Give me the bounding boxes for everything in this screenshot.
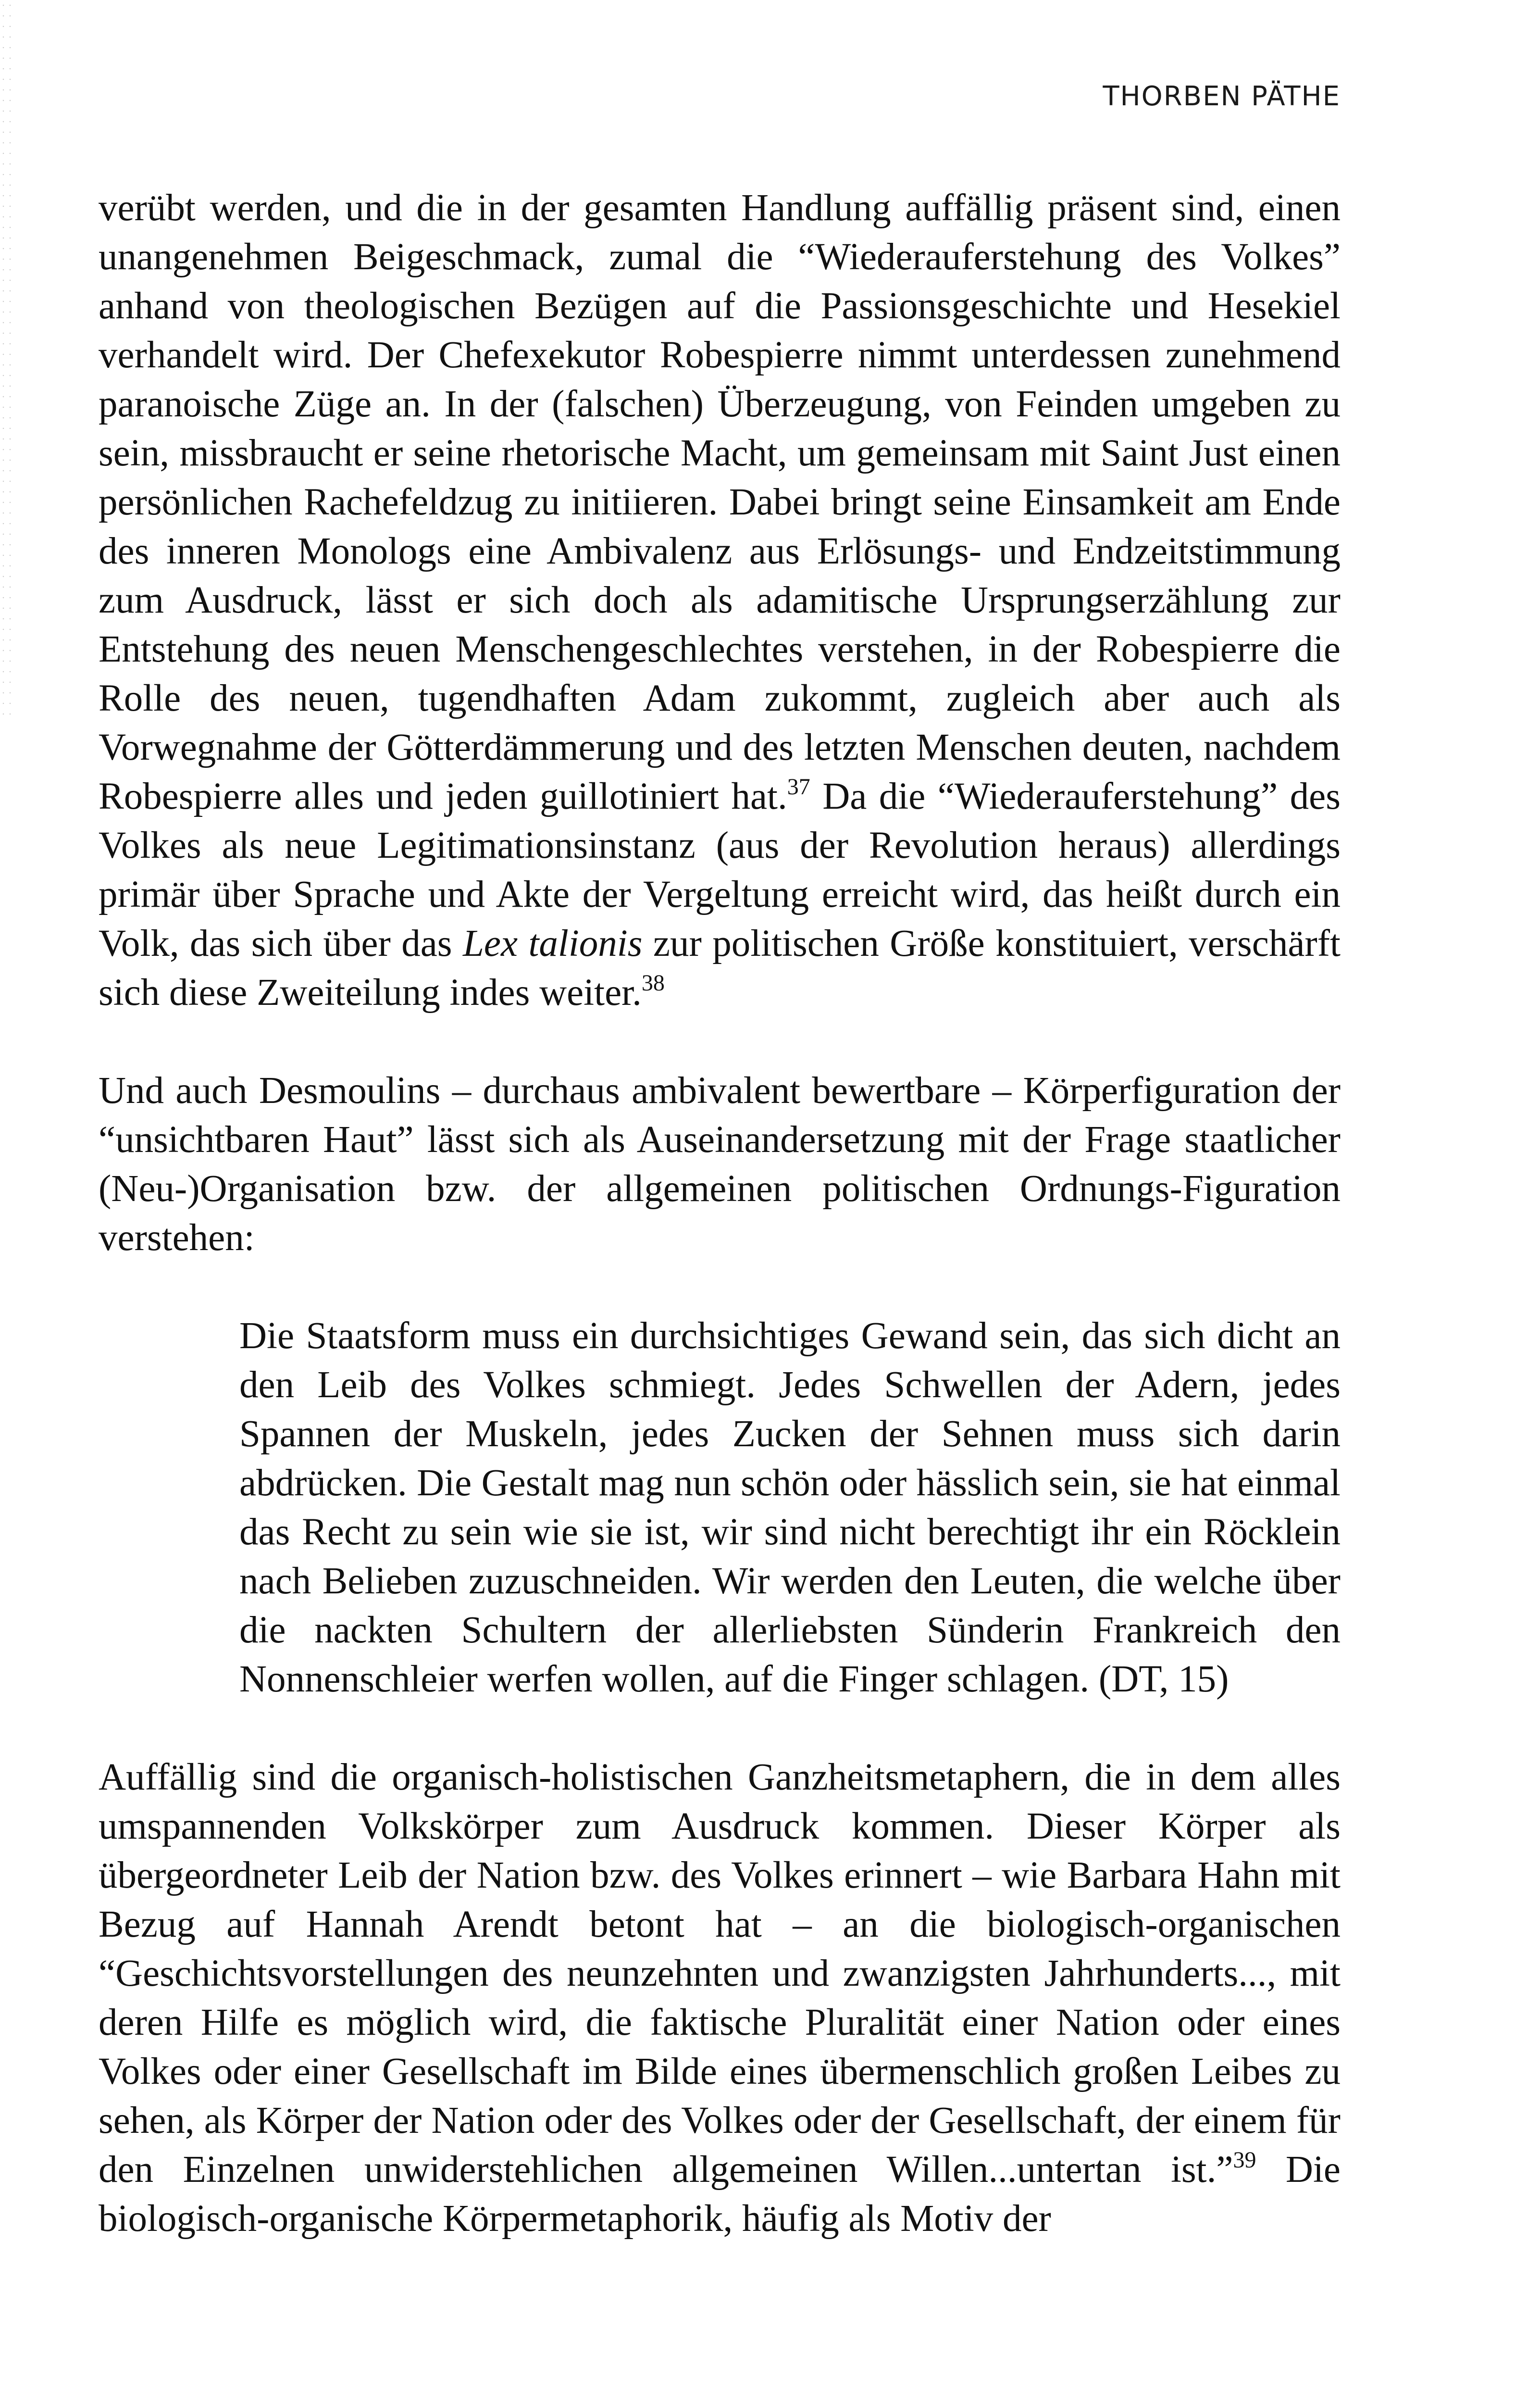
- paragraph-3-text-b: Die biologisch-organische Körpermetaphorik, häufig als Motiv der: [99, 2149, 1341, 2240]
- scan-edge-noise: [0, 0, 13, 721]
- paragraph-1: [99, 184, 1341, 1017]
- block-quote: Die Staatsform muss ein durchsichtiges Gewand sein, das sich dicht an den Leib des Volkes schmiegt. Jedes Schwellen der Adern, jedes Spannen der Muskeln, jedes Zucken der Sehnen muss sich darin abdrücken. Die Gestalt mag nun schön oder hässlich sein, sie hat einmal das Recht zu sein wie sie ist, wir sind nicht berechtigt ihr ein Röcklein nach Belieben zuzuschneiden. Wir werden den Leuten, die welche über die nackten Schultern der allerliebsten Sünderin Frankreich den Nonnenschleier werfen wollen, auf die Finger schlagen. (DT, 15): [239, 1315, 1341, 1700]
- footnote-ref-39: 39: [1233, 2147, 1256, 2173]
- italic-term: Lex talionis: [462, 923, 643, 964]
- paragraph-2: Und auch Desmoulins – durchaus ambivalent bewertbare – Körperfiguration der “unsichtbaren Haut” lässt sich als Auseinandersetzung mit der Frage staatlicher (Neu-)Organisation bzw. der allgemeinen politischen Ordnungs-Figuration verstehen:: [99, 1070, 1341, 1259]
- footnote-ref-37: 37: [787, 774, 810, 800]
- paragraph-3-text-a: Auffällig sind die organisch-holistischen Ganzheitsmetaphern, die in dem alles umspannenden Volkskörper zum Ausdruck kommen. Dieser Körper als übergeordneter Leib der Nation bzw. des Volkes erinnert – wie Barbara Hahn mit Bezug auf Hannah Arendt betont hat – an die biologisch-organischen “Geschichtsvorstellungen des neunzehnten und zwanzigsten Jahrhunderts..., mit deren Hilfe es möglich wird, die faktische Pluralität einer Nation oder eines Volkes oder einer Gesellschaft im Bilde eines übermenschlich großen Leibes zu sehen, als Körper der Nation oder des Volkes oder der Gesellschaft, der einem für den Einzelnen unwiderstehlichen allgemeinen Willen...untertan ist.”: [99, 1756, 1341, 2191]
- body-text: [99, 184, 1341, 2243]
- paragraph-3: [99, 1753, 1341, 2243]
- footnote-ref-38: 38: [641, 970, 665, 996]
- paragraph-1-text-c: zur politischen Größe konstituiert, verschärft sich diese Zweiteilung indes weiter.: [99, 923, 1341, 1014]
- paragraph-1-text-a: verübt werden, und die in der gesamten Handlung auffällig präsent sind, einen unangenehmen Beigeschmack, zumal die “Wiederauferstehung des Volkes” anhand von theologischen Bezügen auf die Passionsgeschichte und Hesekiel verhandelt wird. Der Chefexekutor Robespierre nimmt unterdessen zunehmend paranoische Züge an. In der (falschen) Überzeugung, von Feinden umgeben zu sein, missbraucht er seine rhetorische Macht, um gemeinsam mit Saint Just einen persönlichen Rachefeldzug zu initiieren. Dabei bringt seine Einsamkeit am Ende des inneren Monologs eine Ambivalenz aus Erlösungs- und Endzeitstimmung zum Ausdruck, lässt er sich doch als adamitische Ursprungserzählung zur Entstehung des neuen Menschengeschlechtes verstehen, in der Robespierre die Rolle des neuen, tugendhaften Adam zukommt, zugleich aber auch als Vorwegnahme der Götterdämmerung und des letzten Menschen deuten, nachdem Robespierre alles und jeden guillotiniert hat.: [99, 187, 1341, 817]
- running-head: THORBEN PÄTHE: [1103, 81, 1341, 112]
- paragraph-1-text-b: Da die “Wiederauferstehung” des Volkes als neue Legitimationsinstanz (aus der Revolution heraus) allerdings primär über Sprache und Akte der Vergeltung erreicht wird, das heißt durch ein Volk, das sich über das: [99, 776, 1341, 964]
